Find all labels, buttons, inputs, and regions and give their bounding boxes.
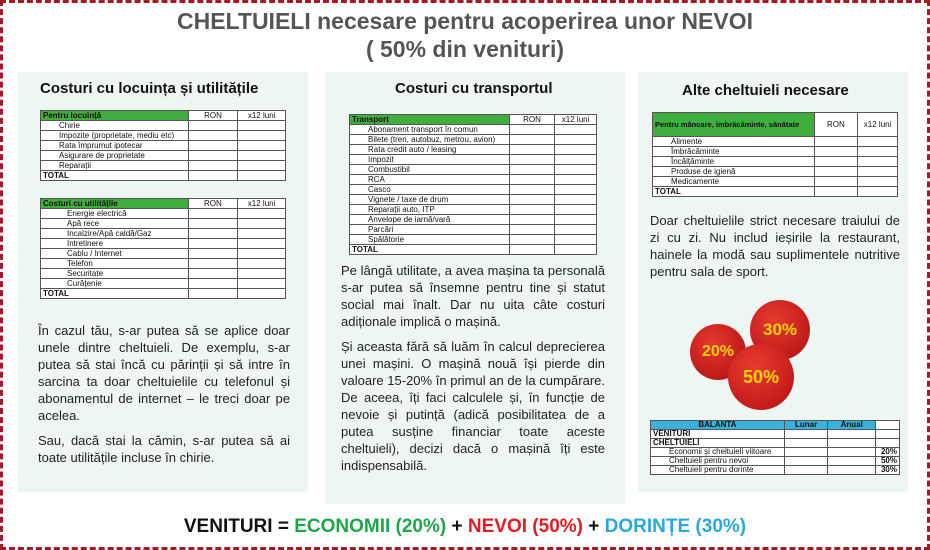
cell-input[interactable] xyxy=(509,245,554,255)
page-title: CHELTUIELI necesare pentru acoperirea unor NEVOI xyxy=(177,8,753,34)
cell-input[interactable] xyxy=(238,279,286,289)
col-ron: RON xyxy=(509,115,554,125)
cell-input[interactable] xyxy=(784,457,828,466)
cell-input[interactable] xyxy=(509,135,554,145)
cell-input[interactable] xyxy=(828,430,876,439)
table-row: Alimente xyxy=(653,137,815,147)
cell-input[interactable] xyxy=(188,151,238,161)
col-x12: x12 luni xyxy=(238,111,286,121)
cell-input[interactable] xyxy=(555,185,597,195)
formula-dorinte: DORINȚE (30%) xyxy=(604,516,747,537)
cell-input[interactable] xyxy=(555,165,597,175)
cell-input[interactable] xyxy=(509,235,554,245)
total-label: TOTAL xyxy=(41,171,189,181)
table-row: Asigurare de proprietate xyxy=(41,151,189,161)
other-table-head: Pentru mâncare, îmbrăcăminte, sănătate xyxy=(653,113,815,137)
cell-input[interactable] xyxy=(858,137,898,147)
circle-20-label: 20% xyxy=(701,343,735,360)
table-row: Spălătorie xyxy=(350,235,510,245)
cell-input[interactable] xyxy=(814,177,857,187)
balance-row: Economii și cheltuieli viitoare xyxy=(651,448,785,457)
table-row: Combustibil xyxy=(350,165,510,175)
table-row: Energie electrică xyxy=(41,209,189,219)
cell-input[interactable] xyxy=(509,185,554,195)
cell-input[interactable] xyxy=(238,269,286,279)
cell-input[interactable] xyxy=(509,215,554,225)
cell-input[interactable] xyxy=(858,157,898,167)
table-row: Rata împrumut ipotecar xyxy=(41,141,189,151)
table-row: Bilete (tren, autobuz, metrou, avion) xyxy=(350,135,510,145)
cell-input[interactable] xyxy=(784,448,828,457)
utilities-table xyxy=(40,198,286,299)
cell-input[interactable] xyxy=(509,165,554,175)
cell-input[interactable] xyxy=(555,135,597,145)
table-row: Parcări xyxy=(350,225,510,235)
cell-input[interactable] xyxy=(555,215,597,225)
cell-input[interactable] xyxy=(509,155,554,165)
cell-input[interactable] xyxy=(784,430,828,439)
cell-input[interactable] xyxy=(238,151,286,161)
balance-head: BALANTA xyxy=(651,421,785,430)
cell-input[interactable] xyxy=(188,121,238,131)
cell-input[interactable] xyxy=(238,131,286,141)
cell-input[interactable] xyxy=(238,219,286,229)
other-title: Alte cheltuieli necesare xyxy=(682,82,849,99)
cell-input[interactable] xyxy=(828,457,876,466)
cell-input[interactable] xyxy=(814,187,857,197)
balance-pct: 50% xyxy=(876,457,900,466)
table-row: Intretinere xyxy=(41,239,189,249)
housing-paragraph-2: Sau, dacă stai la cămin, s-ar putea să ai toate utilitățile incluse în chirie. xyxy=(38,433,290,465)
table-row: Reparații xyxy=(41,161,189,171)
cell-input[interactable] xyxy=(238,209,286,219)
transport-paragraph-2: Și aceasta fără să luăm în calcul deprecierea unei mașini. O mașină nouă își pierde din valoare 15-20% în primul an de la cumpărare. De aceea, îți faci calculele și, în funcție de nevoie și putință (adică posibilitatea de a putea susține financiar toate aceste cheltuieli), decizi dacă o mașină îți este indispensabilă. xyxy=(341,339,605,473)
circle-50-percent xyxy=(728,344,794,410)
cell-input[interactable] xyxy=(509,205,554,215)
cell-input[interactable] xyxy=(509,175,554,185)
table-row: Îmbrăcăminte xyxy=(653,147,815,157)
cell-input[interactable] xyxy=(555,175,597,185)
col-ron: RON xyxy=(188,199,238,209)
cell-input[interactable] xyxy=(188,219,238,229)
transport-table xyxy=(349,114,597,255)
venituri-row: VENITURI xyxy=(651,430,785,439)
cell-input[interactable] xyxy=(509,145,554,155)
col-x12: x12 luni xyxy=(555,115,597,125)
balance-table xyxy=(650,420,900,475)
cell-input[interactable] xyxy=(238,239,286,249)
blank-cell xyxy=(876,421,900,430)
formula-plus-2: + xyxy=(582,516,605,537)
cell-input[interactable] xyxy=(784,439,828,448)
col-ron: RON xyxy=(188,111,238,121)
col-ron: RON xyxy=(814,113,857,137)
col-x12: x12 luni xyxy=(858,113,898,137)
other-table xyxy=(652,112,898,197)
table-row: Casco xyxy=(350,185,510,195)
housing-table-head: Pentru locuință xyxy=(41,111,189,121)
cell-input[interactable] xyxy=(858,187,898,197)
cell-input[interactable] xyxy=(238,171,286,181)
cell-input[interactable] xyxy=(828,439,876,448)
cell-input[interactable] xyxy=(555,155,597,165)
balance-pct: 30% xyxy=(876,466,900,475)
cell-input[interactable] xyxy=(238,161,286,171)
table-row: Vignete / taxe de drum xyxy=(350,195,510,205)
cell-input[interactable] xyxy=(509,125,554,135)
balance-row: Cheltuieli pentru dorinte xyxy=(651,466,785,475)
cell-input[interactable] xyxy=(858,177,898,187)
transport-text xyxy=(341,262,605,482)
total-label: TOTAL xyxy=(41,289,189,299)
formula-venituri: VENITURI = xyxy=(183,516,295,537)
cell-input[interactable] xyxy=(858,147,898,157)
table-row: Rata credit auto / leasing xyxy=(350,145,510,155)
cell-input[interactable] xyxy=(188,269,238,279)
cell-input[interactable] xyxy=(814,157,857,167)
cell-input[interactable] xyxy=(555,225,597,235)
cell-input[interactable] xyxy=(828,448,876,457)
cell-input[interactable] xyxy=(555,145,597,155)
housing-panel xyxy=(18,72,308,492)
cell-input[interactable] xyxy=(509,195,554,205)
cell-input[interactable] xyxy=(555,235,597,245)
formula-plus-1: + xyxy=(446,516,468,537)
cell-input[interactable] xyxy=(188,131,238,141)
other-panel xyxy=(638,72,908,492)
cell-input[interactable] xyxy=(188,171,238,181)
table-row: Medicamente xyxy=(653,177,815,187)
cell-input[interactable] xyxy=(238,289,286,299)
cell-input[interactable] xyxy=(814,167,857,177)
transport-panel xyxy=(325,72,625,504)
housing-table xyxy=(40,110,286,181)
table-row: Incalzire/Apă caldă/Gaz xyxy=(41,229,189,239)
housing-paragraph-1: În cazul tău, s-ar putea să se aplice doar unele dintre cheltuieli. De exemplu, s-ar putea să stai încă cu părinții și să intre în sarcina ta doar cheltuielile cu telefonul și abonamentul de internet – le treci doar pe acelea. xyxy=(38,323,290,423)
table-row: Apă rece xyxy=(41,219,189,229)
cell-input[interactable] xyxy=(188,141,238,151)
cell-input[interactable] xyxy=(188,239,238,249)
cell-input[interactable] xyxy=(555,245,597,255)
table-row: Curățenie xyxy=(41,279,189,289)
table-row: Anvelope de iarnă/vară xyxy=(350,215,510,225)
cell-input[interactable] xyxy=(238,249,286,259)
table-row: Securitate xyxy=(41,269,189,279)
cell-input[interactable] xyxy=(555,205,597,215)
total-label: TOTAL xyxy=(653,187,815,197)
housing-text xyxy=(38,322,290,474)
cell-input[interactable] xyxy=(555,195,597,205)
table-row: Telefon xyxy=(41,259,189,269)
table-row: Cablu / Internet xyxy=(41,249,189,259)
cell-input[interactable] xyxy=(188,229,238,239)
cell-input[interactable] xyxy=(858,167,898,177)
circle-50-label: 50% xyxy=(742,366,780,387)
table-row: Chirie xyxy=(41,121,189,131)
cell-input[interactable] xyxy=(555,125,597,135)
other-text xyxy=(650,212,900,288)
transport-title: Costuri cu transportul xyxy=(395,80,553,97)
balance-row: Cheltuieli pentru nevoi xyxy=(651,457,785,466)
cell-input[interactable] xyxy=(238,259,286,269)
cell-input[interactable] xyxy=(188,279,238,289)
circle-30-label: 30% xyxy=(762,320,798,339)
cell-input[interactable] xyxy=(188,161,238,171)
cell-input[interactable] xyxy=(814,137,857,147)
transport-table-head: Transport xyxy=(350,115,510,125)
col-lunar: Lunar xyxy=(784,421,828,430)
cheltuieli-row: CHELTUIELI xyxy=(651,439,785,448)
formula-economii: ECONOMII (20%) xyxy=(294,516,447,537)
cell-input[interactable] xyxy=(238,229,286,239)
bottom-formula xyxy=(0,516,930,538)
transport-paragraph-1: Pe lângă utilitate, a avea mașina ta personală s-ar putea să însemne pentru tine și statut social mai înalt. Dar nu uita câte costuri adiționale implică o mașină. xyxy=(341,263,605,329)
cell-input[interactable] xyxy=(814,147,857,157)
cell-input[interactable] xyxy=(238,121,286,131)
cell-input[interactable] xyxy=(188,259,238,269)
balance-pct: 20% xyxy=(876,448,900,457)
table-row: Abonament transport în comun xyxy=(350,125,510,135)
table-row: Impozit xyxy=(350,155,510,165)
table-row: Produse de igienă xyxy=(653,167,815,177)
cell-input[interactable] xyxy=(188,249,238,259)
table-row: Încălțăminte xyxy=(653,157,815,167)
other-paragraph: Doar cheltuielile strict necesare traiului de zi cu zi. Nu includ ieșirile la restaurant, hainele la modă sau suplimentele nutritive pentru sala de sport. xyxy=(650,213,900,279)
cell-input[interactable] xyxy=(784,466,828,475)
table-row: RCA xyxy=(350,175,510,185)
col-anual: Anual xyxy=(828,421,876,430)
table-row: Impozite (proprietate, mediu etc) xyxy=(41,131,189,141)
col-x12: x12 luni xyxy=(238,199,286,209)
housing-title: Costuri cu locuința și utilitățile xyxy=(40,80,259,97)
cell-input[interactable] xyxy=(509,225,554,235)
cell-input[interactable] xyxy=(188,209,238,219)
cell-input[interactable] xyxy=(238,141,286,151)
cell-input[interactable] xyxy=(188,289,238,299)
blank-cell xyxy=(876,439,900,448)
total-label: TOTAL xyxy=(350,245,510,255)
cell-input[interactable] xyxy=(828,466,876,475)
blank-cell xyxy=(876,430,900,439)
page-subtitle: ( 50% din venituri) xyxy=(365,36,565,62)
formula-nevoi: NEVOI (50%) xyxy=(467,516,583,537)
utilities-table-head: Costuri cu utilitățile xyxy=(41,199,189,209)
table-row: Reparații auto, ITP xyxy=(350,205,510,215)
